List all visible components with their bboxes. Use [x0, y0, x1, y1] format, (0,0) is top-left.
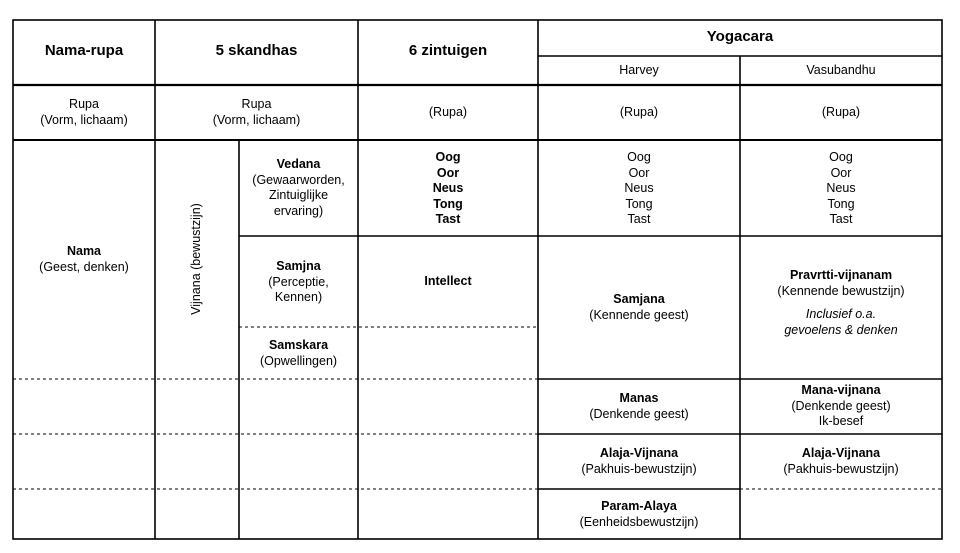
- samskara-title: Samskara: [268, 338, 329, 352]
- sense-item: Oor: [830, 165, 852, 180]
- param-alaya-subtitle: (Eenheidsbewustzijn): [579, 514, 699, 529]
- header-vasubandhu: Vasubandhu: [806, 63, 876, 77]
- vedana-cell: [239, 157, 358, 219]
- sense-item: Neus: [826, 181, 856, 195]
- mana-vijnana-subtitle: (Denkende geest): [791, 398, 891, 413]
- sense-item: Tong: [433, 196, 463, 211]
- rupa-vasubandhu-cell: (Rupa): [821, 105, 861, 119]
- samskara-subtitle: (Opwellingen): [259, 353, 338, 368]
- vedana-line: (Gewaarworden,: [252, 172, 345, 187]
- vijnana-vertical-label: Vijnana (bewustzijn): [189, 203, 203, 315]
- samjana-subtitle: (Kennende geest): [589, 307, 689, 322]
- sense-item: Oor: [436, 165, 460, 180]
- pravrtti-note: gevoelens & denken: [784, 322, 898, 337]
- pravrtti-title: Pravrtti-vijnanam: [789, 268, 893, 282]
- rupa-title: Rupa: [241, 97, 272, 111]
- sense-item: Tast: [627, 212, 651, 226]
- rupa-harvey-cell: (Rupa): [619, 105, 659, 119]
- sense-item: Oor: [628, 165, 650, 180]
- rupa-subtitle: (Vorm, lichaam): [212, 112, 301, 127]
- nama-title: Nama: [66, 244, 102, 258]
- manas-cell: [538, 391, 740, 422]
- samskara-cell: [239, 338, 358, 369]
- alaja-title: Alaja-Vijnana: [801, 446, 881, 460]
- intellect-cell: Intellect: [424, 274, 472, 288]
- header-skandhas: 5 skandhas: [215, 42, 298, 59]
- mana-vijnana-title: Mana-vijnana: [801, 383, 881, 397]
- manas-title: Manas: [619, 391, 659, 405]
- mana-vijnana-extra: Ik-besef: [818, 414, 864, 428]
- rupa-skandhas-cell: [155, 97, 358, 128]
- senses-zintuigen-list: [358, 150, 538, 228]
- sense-item: Tong: [827, 196, 855, 211]
- header-harvey: Harvey: [619, 63, 659, 77]
- samjana-title: Samjana: [613, 292, 665, 306]
- alaja-subtitle: (Pakhuis-bewustzijn): [581, 461, 697, 476]
- pravrtti-subtitle: (Kennende bewustzijn): [777, 283, 905, 298]
- rupa-nama-rupa-cell: [13, 97, 155, 128]
- param-alaya-cell: [538, 499, 740, 530]
- rupa-zintuigen-cell: (Rupa): [428, 105, 468, 119]
- pravrtti-cell: [740, 268, 942, 338]
- param-alaya-title: Param-Alaya: [601, 499, 677, 513]
- samjna-title: Samjna: [276, 259, 321, 273]
- sense-item: Oog: [829, 150, 853, 164]
- vedana-line: Zintuiglijke: [268, 188, 329, 202]
- nama-cell: [13, 244, 155, 275]
- sense-item: Neus: [432, 181, 464, 195]
- header-yogacara: Yogacara: [706, 28, 774, 45]
- samjna-line: Kennen): [274, 290, 323, 304]
- rupa-title: Rupa: [69, 97, 99, 111]
- samjna-cell: [239, 259, 358, 306]
- sense-item: Tast: [435, 212, 461, 226]
- pravrtti-note: Inclusief o.a.: [805, 307, 877, 321]
- manas-subtitle: (Denkende geest): [589, 406, 689, 421]
- alaja-vasubandhu-cell: [740, 446, 942, 477]
- samjna-line: (Perceptie,: [268, 274, 329, 289]
- header-zintuigen: 6 zintuigen: [408, 42, 488, 59]
- alaja-harvey-cell: [538, 446, 740, 477]
- rupa-subtitle: (Vorm, lichaam): [40, 112, 128, 127]
- sense-item: Tast: [829, 212, 853, 226]
- vedana-line: ervaring): [273, 203, 324, 218]
- nama-subtitle: (Geest, denken): [39, 259, 129, 274]
- senses-harvey-list: [538, 150, 740, 228]
- senses-vasubandhu-list: [740, 150, 942, 228]
- mana-vijnana-cell: [740, 383, 942, 430]
- sense-item: Tong: [625, 196, 653, 211]
- samjana-cell: [538, 292, 740, 323]
- sense-item: Neus: [624, 181, 654, 195]
- vedana-title: Vedana: [276, 157, 321, 171]
- header-nama-rupa: Nama-rupa: [44, 42, 124, 59]
- sense-item: Oog: [627, 150, 651, 164]
- alaja-subtitle: (Pakhuis-bewustzijn): [783, 461, 899, 476]
- sense-item: Oog: [435, 150, 461, 164]
- alaja-title: Alaja-Vijnana: [599, 446, 679, 460]
